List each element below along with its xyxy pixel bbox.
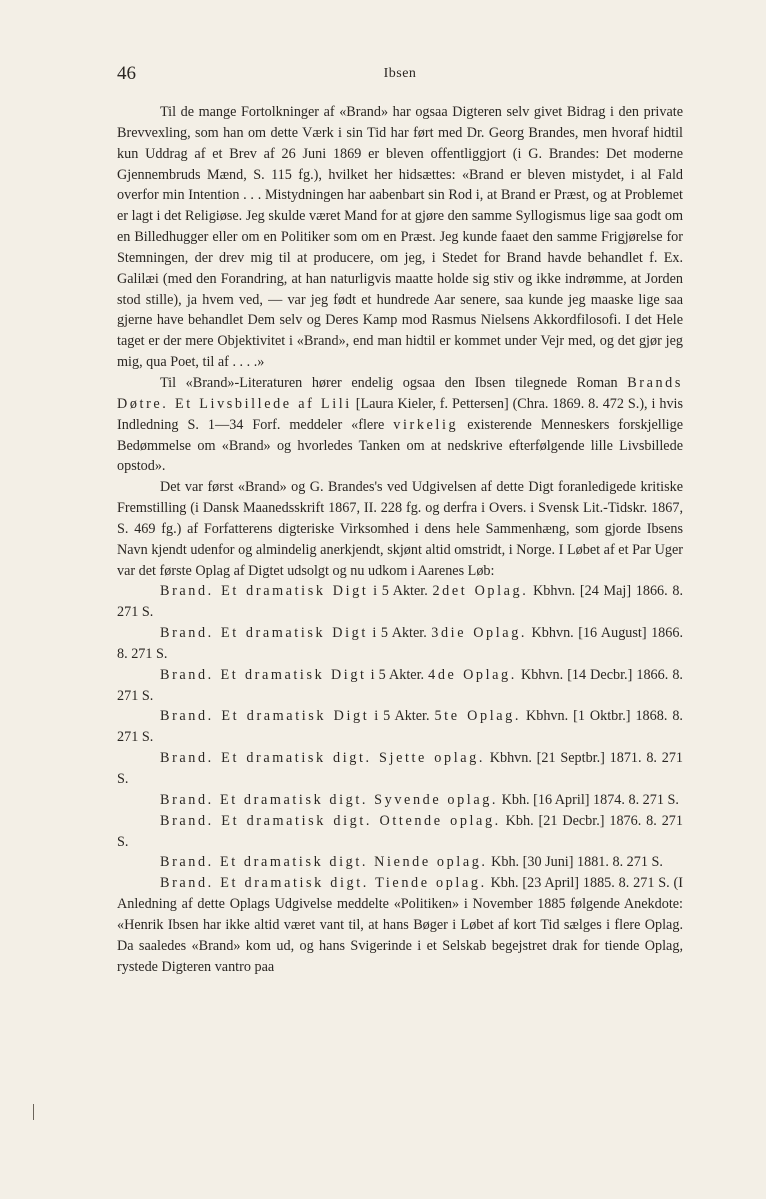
text-run: Kbhvn. [14 Decbr.] 1866. 8. 271 S. — [117, 666, 683, 704]
bibliography-entry — [117, 665, 683, 707]
text-run: Kbh. [16 April] 1874. 8. 271 S. — [498, 791, 679, 808]
spaced-title-text: virkelig — [393, 416, 459, 433]
text-run: i 5 Akter. — [367, 625, 432, 642]
bibliography-entry — [117, 581, 683, 623]
spaced-title-text: 3die Oplag. — [431, 625, 528, 642]
bibliography-entry — [117, 623, 683, 665]
paragraph — [117, 102, 683, 373]
spaced-title-text: 5te Oplag. — [434, 708, 522, 725]
page-header — [117, 63, 683, 87]
text-run: Kbhvn. [24 Maj] 1866. 8. 271 S. — [117, 583, 683, 621]
bibliography-entry — [117, 852, 683, 873]
spaced-title-text: Brand. Et dramatisk digt. Niende oplag. — [160, 854, 488, 871]
text-run: Til «Brand»-Literaturen hører endelig ogsaa den Ibsen tilegnede Roman — [160, 374, 628, 391]
spaced-title-text: Brand. Et dramatisk digt. Syvende oplag. — [160, 791, 499, 808]
spaced-title-text: Brand. Et dramatisk Digt — [160, 583, 369, 600]
text-run: Kbhvn. [16 August] 1866. 8. 271 S. — [117, 625, 684, 662]
spaced-title-text: Brand. Et dramatisk Digt — [160, 625, 368, 642]
text-run: existerende Menneskers forskjellige Bedømmelse om «Brand» og hvorledes Tanken om at nedskrive efterfølgende lille Livsbillede opstod». — [117, 416, 683, 475]
text-run: Kbh. [30 Juni] 1881. 8. 271 S. — [487, 854, 663, 871]
spaced-title-text: Brand. Et dramatisk Digt — [160, 708, 370, 725]
bibliography-entry — [117, 706, 683, 748]
text-run: i 5 Akter. — [366, 666, 429, 683]
paragraph — [117, 373, 683, 477]
paragraph — [117, 477, 683, 581]
spaced-title-text: Brands Døtre. Et Livsbillede af Lili — [117, 374, 683, 412]
text-run: i 5 Akter. — [369, 708, 435, 725]
text-run: Til de mange Fortolkninger af «Brand» har ogsaa Digteren selv givet Bidrag i den private Brevvexling, som han om dette Værk i sin Tid har ført med Dr. Georg Brandes, men hvoraf hidtil kun Uddrag af et Brev af 26 Juni 1869 er bleven offentliggjort (i G. Brandes: Det moderne Gjennembruds Mænd, S. 115 fg.), hvilket her hidsættes: «Brand er bleven mistydet, i al Fald overfor min Intention . . . Mistydningen har aabenbart sin Rod i, at Brand er Præst, og at Problemet er lagt i det Religiøse. Jeg skulde været Mand for at gjøre den samme Syllogismus lige saa godt om en Billedhugger eller om en Politiker som om en Præst. Jeg kunde faaet den samme Frigjørelse for Stemningen, der drev mig til at producere, om jeg, i Stedet for Brand havde behandlet f. Ex. Galilæi (med den Forandring, at han naturligvis maatte holde sig stiv og ikke indrømme, at Jorden stod stille), ja hvem ved, — var jeg født et hundrede Aar senere, saa kunde jeg maaske lige saa gjerne have behandlet Dem selv og Deres Kamp mod Rasmus Nielsens Akkordfilosofi. I det Hele taget er der mere Objektivitet i «Brand», end man hidtil er kommet under Vejr med, og det gjør jeg mig, qua Poet, til af . . . .» — [117, 104, 683, 371]
text-run: i 5 Akter. — [368, 583, 433, 600]
spaced-title-text: Brand. Et dramatisk digt. Sjette oplag. — [160, 750, 485, 767]
spaced-title-text: Brand. Et dramatisk digt. Tiende oplag. — [160, 875, 487, 892]
spaced-title-text: 2det Oplag. — [432, 583, 529, 600]
bibliography-entry — [117, 811, 683, 853]
text-run: Kbhvn. [21 Septbr.] 1871. 8. 271 S. — [117, 750, 684, 787]
margin-mark — [33, 1104, 34, 1120]
bibliography-entry — [117, 748, 683, 790]
page-number: 46 — [117, 63, 136, 84]
spaced-title-text: Brand. Et dramatisk Digt — [160, 666, 367, 683]
running-title: Ibsen — [383, 66, 417, 81]
bibliography-entry — [117, 873, 683, 977]
spaced-title-text: Brand. Et dramatisk digt. Ottende oplag. — [160, 812, 501, 829]
bibliography-entry — [117, 790, 683, 811]
body-text — [117, 102, 683, 977]
text-run: [Laura Kieler, f. Pettersen] (Chra. 1869. 8. 472 S.), i hvis Indledning S. 1—34 Forf. meddeler «flere — [117, 395, 683, 433]
text-run: Kbh. [23 April] 1885. 8. 271 S. (I Anledning af dette Oplags Udgivelse meddelte «Politiken» i November 1885 følgende Anekdote: «Henrik Ibsen har ikke altid været vant til, at hans Bøger i Løbet af kort Tid sælges i flere Oplag. Da saaledes «Brand» kom ud, og hans Svigerinde i et Selskab begejstret drak for tiende Oplag, rystede Digteren vantro paa — [117, 875, 683, 975]
text-run: Kbh. [21 Decbr.] 1876. 8. 271 S. — [117, 812, 683, 850]
spaced-title-text: 4de Oplag. — [428, 666, 517, 683]
text-run: Kbhvn. [1 Oktbr.] 1868. 8. 271 S. — [117, 708, 683, 746]
text-run: Det var først «Brand» og G. Brandes's ved Udgivelsen af dette Digt foranledigede kritiske Fremstilling (i Dansk Maanedsskrift 1867, II. 228 fg. og derfra i Overs. i Svensk Lit.-Tidskr. 1867, S. 469 fg.) af Forfatterens digteriske Virksomhed i dens hele Sammenhæng, som gjorde Ibsens Navn kjendt udenfor og almindelig anerkjendt, skjønt altid omstridt, i Norge. I Løbet af et Par Uger var det første Oplag af Digtet udsolgt og nu udkom i Aarenes Løb: — [117, 479, 683, 579]
